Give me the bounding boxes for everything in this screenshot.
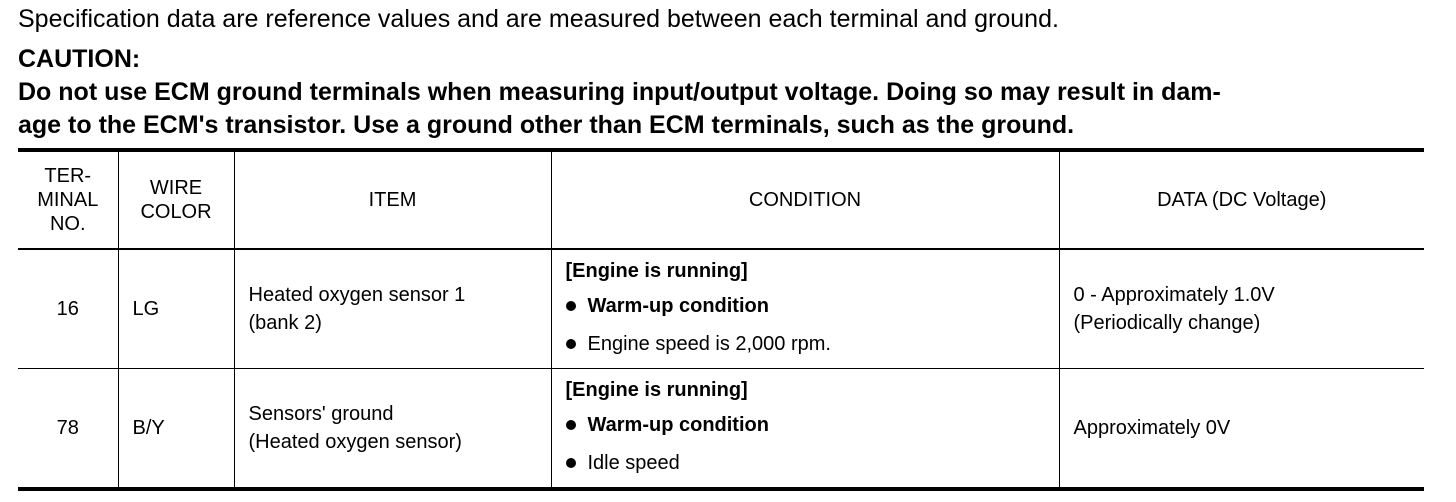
condition-cell [551,369,1059,490]
condition-item: Warm-up condition [566,406,1045,444]
wire-color-cell: B/Y [118,369,234,490]
condition-heading: [Engine is running] [565,260,748,282]
table-row [18,249,1424,369]
caution-heading: CAUTION: [18,45,141,73]
condition-heading: [Engine is running] [565,379,748,401]
caution-line-1: Do not use ECM ground terminals when measuring input/output voltage. Doing so may result in dam- [18,78,1221,106]
bullet-icon [566,420,576,430]
condition-item: Idle speed [566,444,1045,482]
data-cell: 0 - Approximately 1.0V (Periodically change) [1059,249,1424,369]
bullet-icon [566,301,576,311]
header-wire-color: WIRE COLOR [118,150,234,249]
condition-item: Warm-up condition [566,287,1045,325]
table-row [18,369,1424,490]
condition-cell [551,249,1059,369]
item-cell: Sensors' ground (Heated oxygen sensor) [234,369,551,490]
caution-text [18,76,1428,142]
caution-line-2: age to the ECM's transistor. Use a ground other than ECM terminals, such as the ground. [18,111,1075,139]
bullet-icon [566,458,576,468]
spec-table [18,148,1424,491]
intro-text: Specification data are reference values and are measured between each terminal and ground. [18,5,1059,33]
terminal-cell: 16 [18,249,118,369]
terminal-cell: 78 [18,369,118,490]
header-row [18,150,1424,249]
header-data: DATA (DC Voltage) [1059,150,1424,249]
data-cell: Approximately 0V [1059,369,1424,490]
item-cell: Heated oxygen sensor 1 (bank 2) [234,249,551,369]
header-condition: CONDITION [551,150,1059,249]
bullet-icon [566,339,576,349]
header-item: ITEM [234,150,551,249]
header-terminal-no: TER- MINAL NO. [18,150,118,249]
condition-item: Engine speed is 2,000 rpm. [566,325,1045,363]
wire-color-cell: LG [118,249,234,369]
